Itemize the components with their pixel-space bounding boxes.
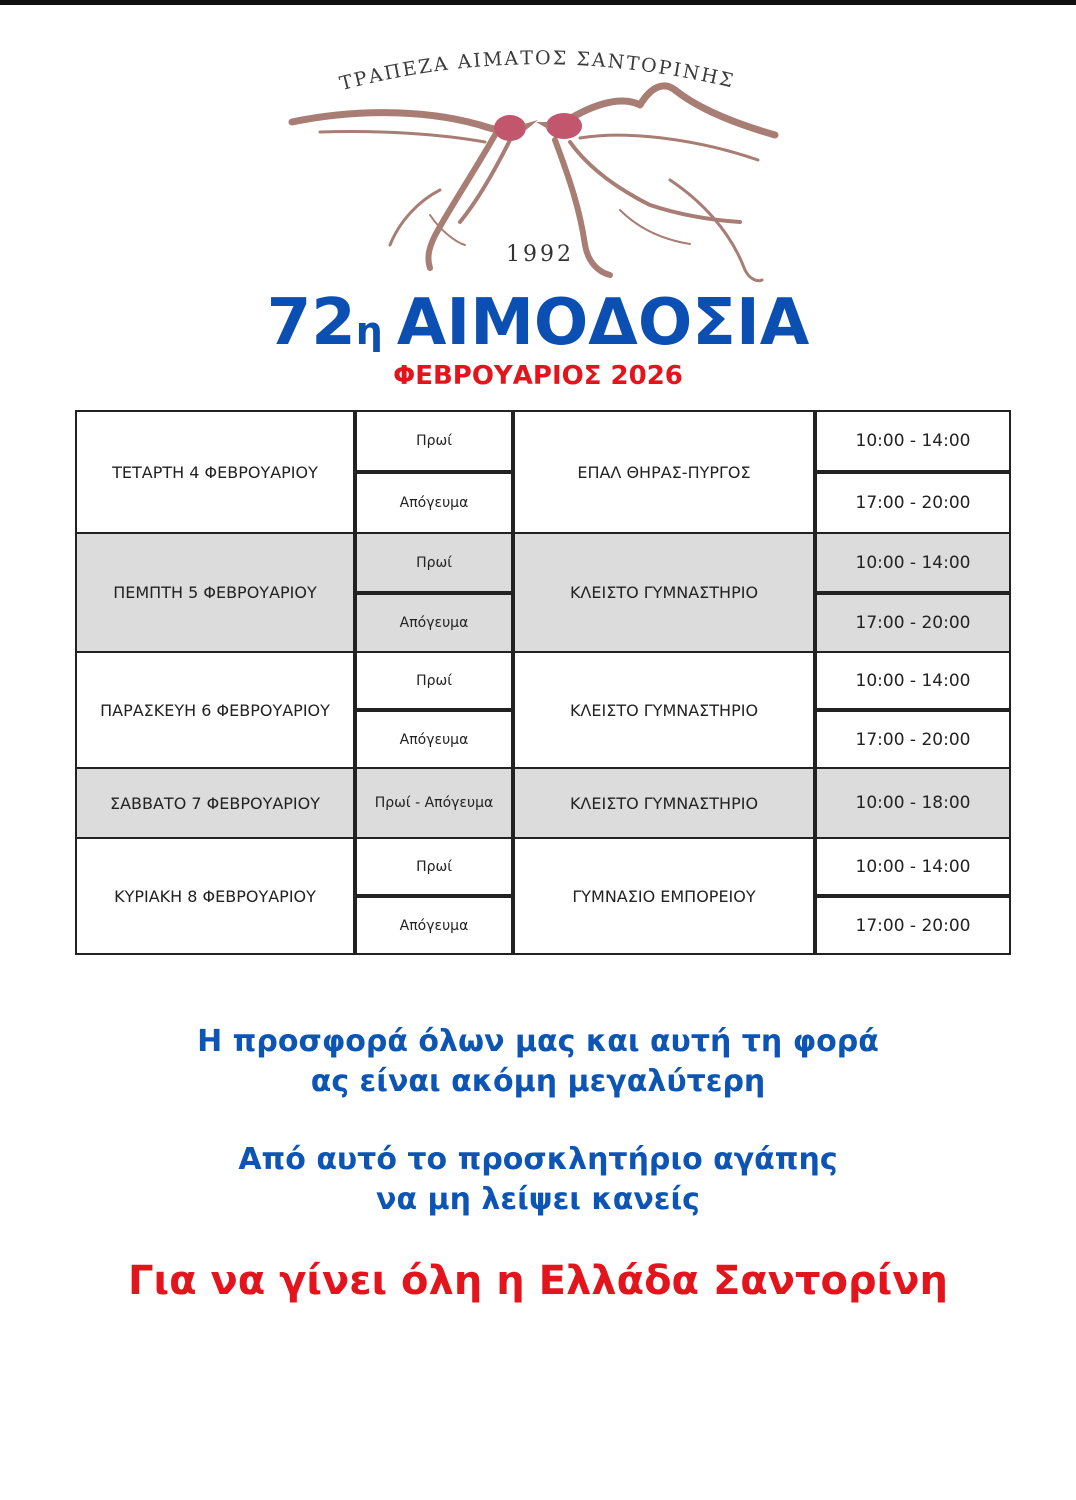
schedule-period: Πρωί (355, 532, 513, 593)
schedule-period: Απόγευμα (355, 710, 513, 769)
title-word: ΑΙΜΟΔΟΣΙΑ (396, 286, 810, 360)
schedule-venue: ΓΥΜΝΑΣΙΟ ΕΜΠΟΡΕΙΟΥ (513, 837, 815, 955)
schedule-day: ΤΕΤΑΡΤΗ 4 ΦΕΒΡΟΥΑΡΙΟΥ (75, 410, 355, 534)
title-number: 72 (266, 286, 356, 360)
schedule-period: Απόγευμα (355, 593, 513, 653)
schedule-day: ΠΕΜΠΤΗ 5 ΦΕΒΡΟΥΑΡΙΟΥ (75, 532, 355, 653)
title-suffix: η (355, 309, 383, 353)
message-line: Από αυτό το προσκλητήριο αγάπης (238, 1142, 838, 1177)
logo-year: 1992 (506, 242, 574, 267)
message-line: ας είναι ακόμη μεγαλύτερη (310, 1064, 766, 1099)
schedule-period: Πρωί - Απόγευμα (355, 767, 513, 839)
schedule-period: Απόγευμα (355, 896, 513, 955)
schedule-time: 17:00 - 20:00 (815, 896, 1011, 955)
message-line: να μη λείψει κανείς (376, 1182, 700, 1217)
schedule-venue: ΚΛΕΙΣΤΟ ΓΥΜΝΑΣΤΗΡΙΟ (513, 651, 815, 769)
page-subtitle: ΦΕΒΡΟΥΑΡΙΟΣ 2026 (393, 361, 683, 391)
schedule-period: Πρωί (355, 410, 513, 472)
schedule-time: 10:00 - 18:00 (815, 767, 1011, 839)
message-block-2 (0, 1140, 1076, 1220)
schedule-day: ΠΑΡΑΣΚΕΥΗ 6 ΦΕΒΡΟΥΑΡΙΟΥ (75, 651, 355, 769)
message-line: Η προσφορά όλων μας και αυτή τη φορά (197, 1024, 879, 1059)
schedule-venue: ΕΠΑΛ ΘΗΡΑΣ-ΠΥΡΓΟΣ (513, 410, 815, 534)
schedule-time: 17:00 - 20:00 (815, 593, 1011, 653)
schedule-period: Πρωί (355, 837, 513, 896)
schedule-venue: ΚΛΕΙΣΤΟ ΓΥΜΝΑΣΤΗΡΙΟ (513, 767, 815, 839)
schedule-time: 10:00 - 14:00 (815, 410, 1011, 472)
logo-arc-text: ΤΡΑΠΕΖΑ ΑΙΜΑΤΟΣ ΣΑΝΤΟΡΙΝΗΣ (337, 47, 737, 96)
top-border (0, 0, 1076, 5)
schedule-day: ΚΥΡΙΑΚΗ 8 ΦΕΒΡΟΥΑΡΙΟΥ (75, 837, 355, 955)
schedule-time: 10:00 - 14:00 (815, 837, 1011, 896)
schedule-time: 10:00 - 14:00 (815, 532, 1011, 593)
schedule-table (75, 410, 1011, 963)
schedule-period: Απόγευμα (355, 472, 513, 534)
schedule-day: ΣΑΒΒΑΤΟ 7 ΦΕΒΡΟΥΑΡΙΟΥ (75, 767, 355, 839)
schedule-time: 10:00 - 14:00 (815, 651, 1011, 710)
schedule-time: 17:00 - 20:00 (815, 472, 1011, 534)
schedule-venue: ΚΛΕΙΣΤΟ ΓΥΜΝΑΣΤΗΡΙΟ (513, 532, 815, 653)
closing-slogan: Για να γίνει όλη η Ελλάδα Σαντορίνη (128, 1258, 948, 1304)
message-block-1 (0, 1022, 1076, 1102)
schedule-time: 17:00 - 20:00 (815, 710, 1011, 769)
blood-bank-logo (280, 30, 800, 290)
schedule-period: Πρωί (355, 651, 513, 710)
